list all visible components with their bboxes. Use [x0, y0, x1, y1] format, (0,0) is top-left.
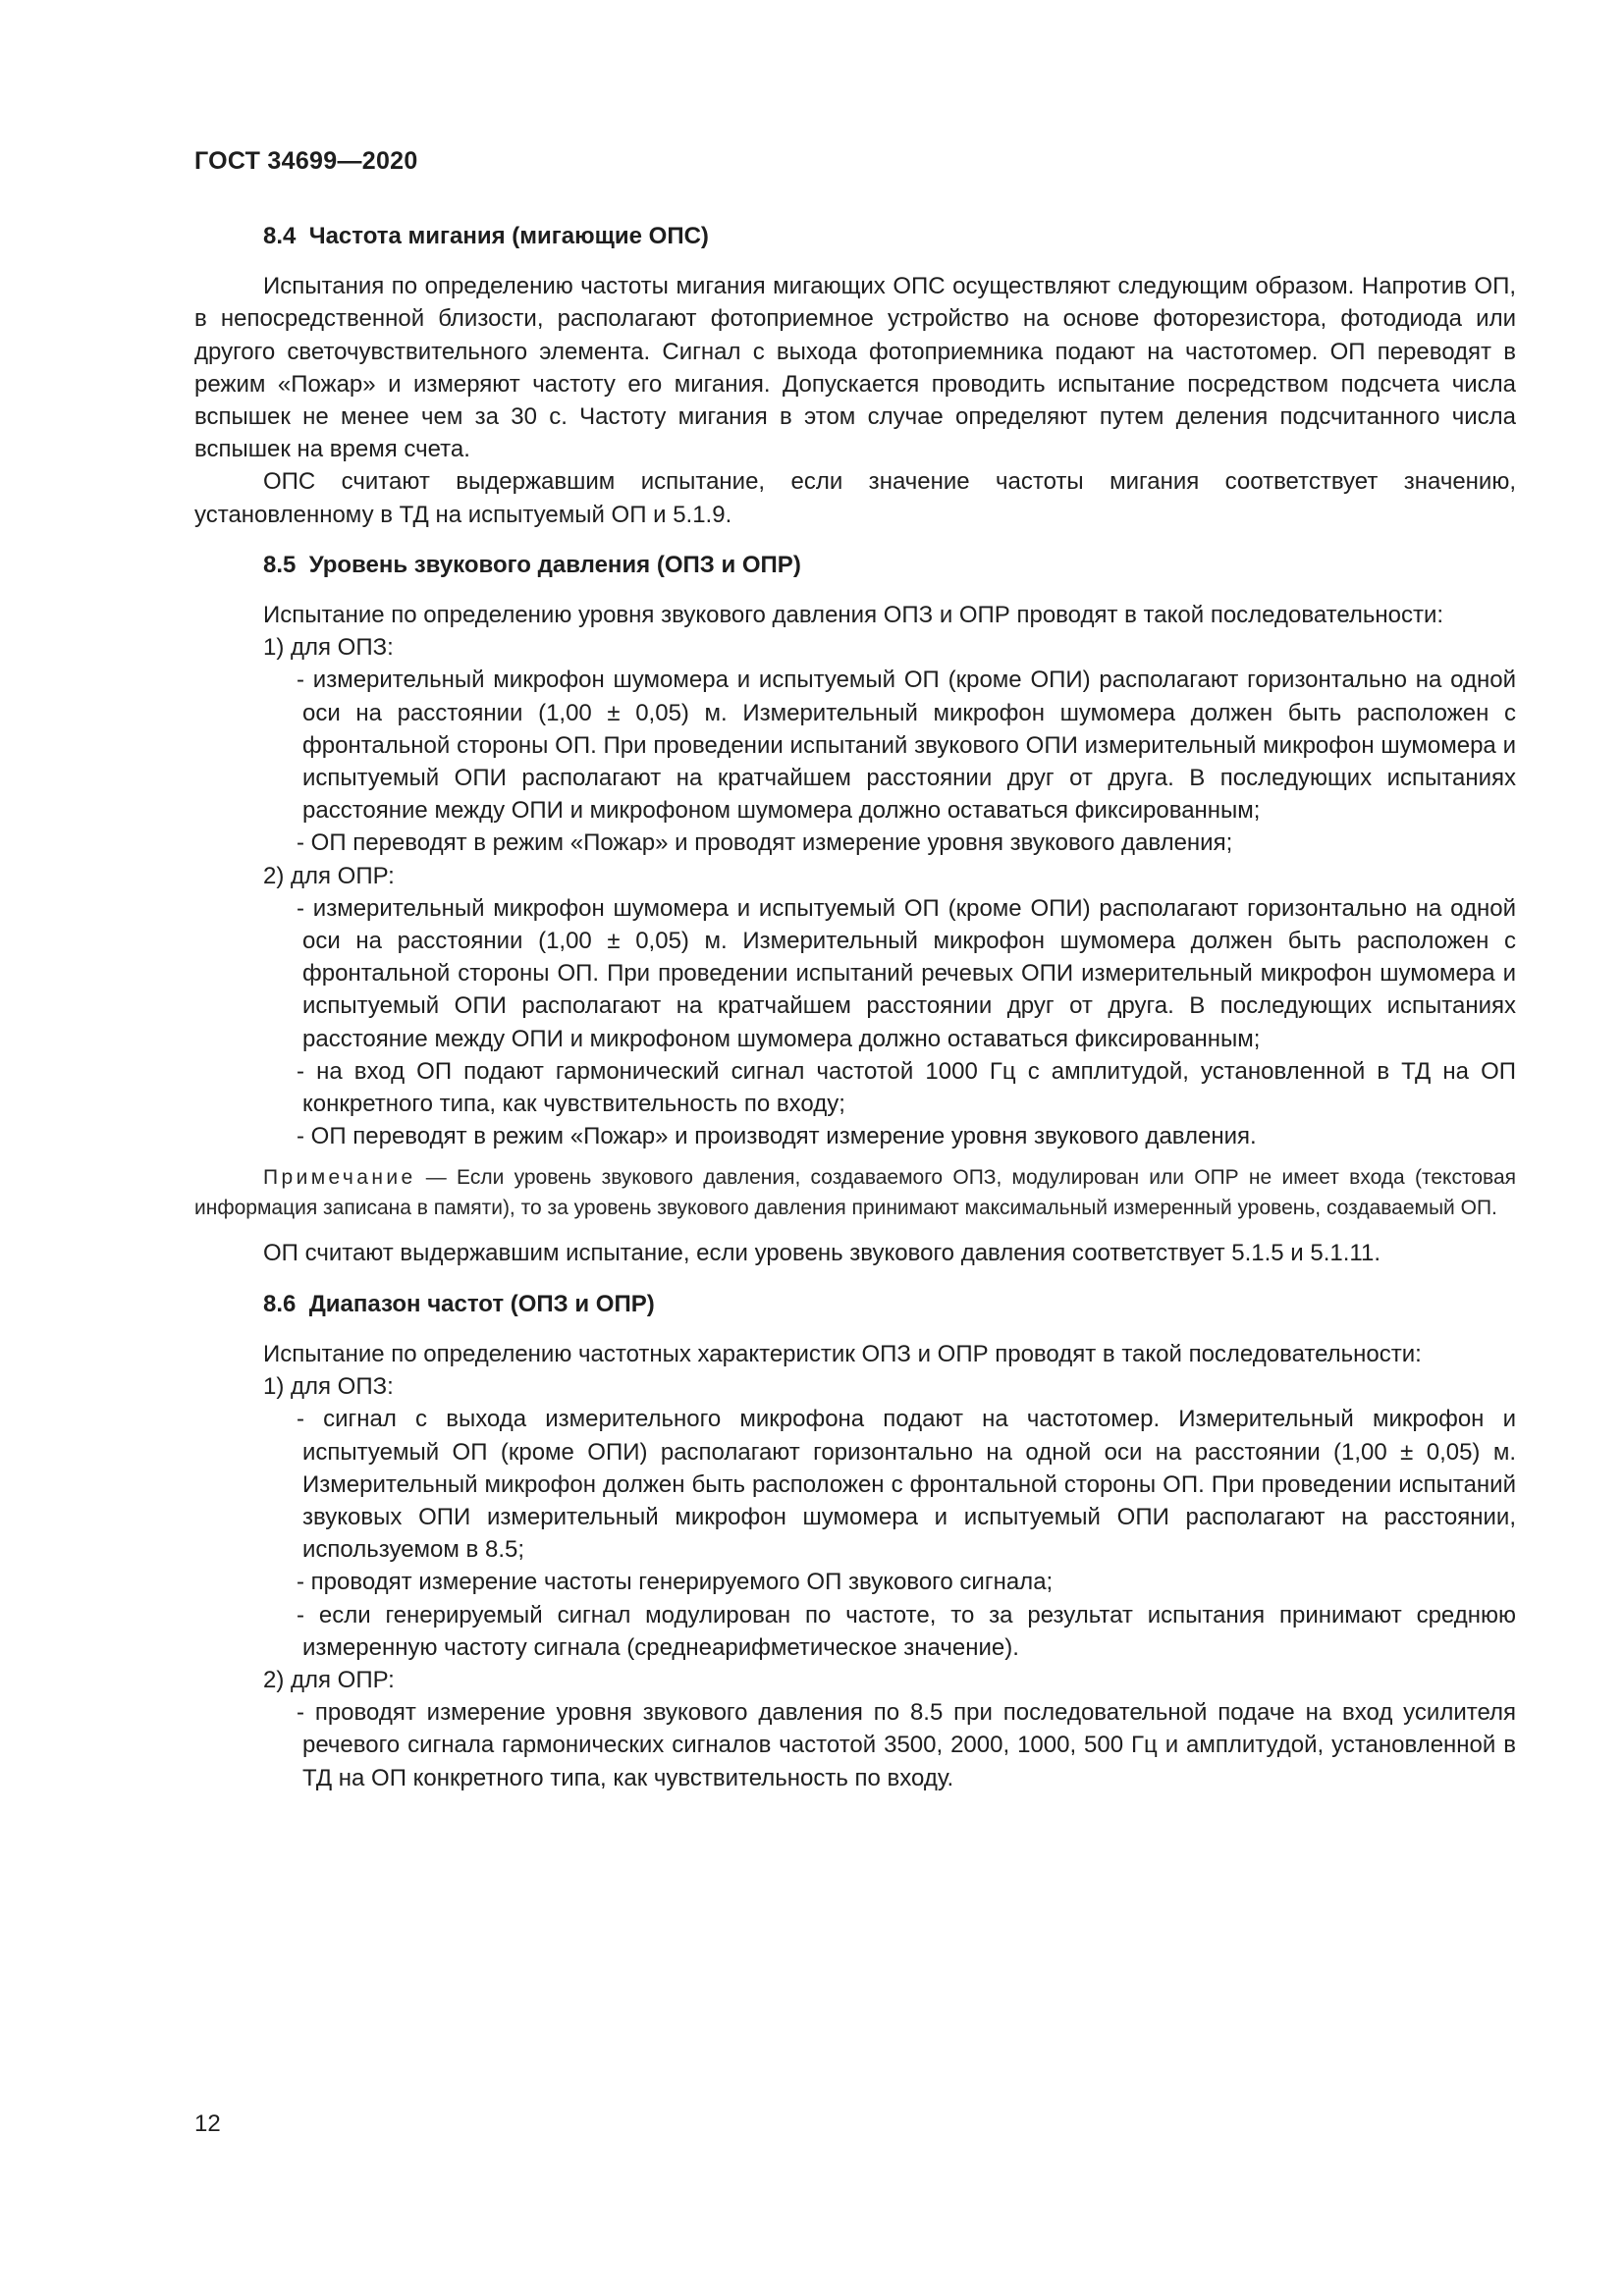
- section-8-5-conclusion: ОП считают выдержавшим испытание, если уровень звукового давления соответствует 5.1.5 и 5.1.11.: [263, 1240, 1380, 1267]
- section-8-5-item-1-dash-1: - измерительный микрофон шумомера и испытуемый ОП (кроме ОПИ) располагают горизонтально на одной оси на расстоянии (1,00 ± 0,05) м. Измерительный микрофон шумомера должен быть расположен с фронтальной стороны ОП. При проведении испытаний звукового ОПИ измерительный микрофон шумомера и испытуемый ОПИ располагают на кратчайшем расстоянии друг от друга. В последующих испытаниях расстояние между ОПИ и микрофоном шумомера должно оставаться фиксированным;: [297, 667, 1516, 825]
- section-8-5-note: [194, 1162, 1516, 1223]
- section-8-6-list-item-2: 2) для ОПР:: [263, 1666, 395, 1693]
- document-body: [194, 220, 1516, 1794]
- section-8-4-conclusion: ОПС считают выдержавшим испытание, если значение частоты мигания соответствует значению, установленному в ТД на испытуемый ОП и 5.1.9.: [194, 468, 1516, 528]
- section-8-5-heading: 8.5 Уровень звукового давления (ОПЗ и ОПР): [263, 551, 801, 578]
- section-8-5-item-2-dash-1: - измерительный микрофон шумомера и испытуемый ОП (кроме ОПИ) располагают горизонтально на одной оси на расстоянии (1,00 ± 0,05) м. Измерительный микрофон шумомера должен быть расположен с фронтальной стороны ОП. При проведении испытаний речевых ОПИ измерительный микрофон шумомера и испытуемый ОПИ располагают на кратчайшем расстоянии друг от друга. В последующих испытаниях расстояние между ОПИ и микрофоном шумомера должно оставаться фиксированным;: [297, 894, 1516, 1052]
- note-text: — Если уровень звукового давления, создаваемого ОПЗ, модулирован или ОПР не имеет входа (текстовая информация записана в памяти), то за уровень звукового давления принимают максимальный измеренный уровень, создаваемый ОП.: [194, 1166, 1516, 1220]
- section-8-4-paragraph: Испытания по определению частоты мигания мигающих ОПС осуществляют следующим образом. Напротив ОП, в непосредственной близости, располагают фотоприемное устройство на основе фоторезистора, фотодиода или другого светочувствительного элемента. Сигнал с выхода фотоприемника подают на частотомер. ОП переводят в режим «Пожар» и измеряют частоту его мигания. Допускается проводить испытание посредством подсчета числа вспышек не менее чем за 30 с. Частоту мигания в этом случае определяют путем деления подсчитанного числа вспышек на время счета.: [194, 273, 1516, 463]
- document-header: ГОСТ 34699—2020: [194, 147, 418, 175]
- section-8-5-intro: Испытание по определению уровня звукового давления ОПЗ и ОПР проводят в такой последовательности:: [263, 602, 1444, 629]
- section-8-5-item-2-dash-3: - ОП переводят в режим «Пожар» и производят измерение уровня звукового давления.: [297, 1123, 1257, 1150]
- section-8-6-item-1-dash-3: - если генерируемый сигнал модулирован по частоте, то за результат испытания принимают среднюю измеренную частоту сигнала (среднеарифметическое значение).: [297, 1601, 1516, 1661]
- section-8-6-item-1-dash-1: - сигнал с выхода измерительного микрофона подают на частотомер. Измерительный микрофон и испытуемый ОП (кроме ОПИ) располагают горизонтально на одной оси на расстоянии (1,00 ± 0,05) м. Измерительный микрофон должен быть расположен с фронтальной стороны ОП. При проведении испытаний звуковых ОПИ измерительный микрофон шумомера и испытуемый ОПИ располагают на расстоянии, используемом в 8.5;: [297, 1406, 1516, 1564]
- section-8-6-item-2-dash-1: - проводят измерение уровня звукового давления по 8.5 при последовательной подаче на вход усилителя речевого сигнала гармонических сигналов частотой 3500, 2000, 1000, 500 Гц и амплитудой, установленной в ТД на ОП конкретного типа, как чувствительность по входу.: [297, 1699, 1516, 1791]
- section-8-6-item-1-dash-2: - проводят измерение частоты генерируемого ОП звукового сигнала;: [297, 1569, 1054, 1596]
- section-8-6-intro: Испытание по определению частотных характеристик ОПЗ и ОПР проводят в такой последовательности:: [263, 1340, 1422, 1367]
- section-8-5-list-item-2: 2) для ОПР:: [263, 862, 395, 889]
- section-8-5-item-2-dash-2: - на вход ОП подают гармонический сигнал частотой 1000 Гц с амплитудой, установленной в ТД на ОП конкретного типа, как чувствительность по входу;: [297, 1057, 1516, 1118]
- section-8-6-heading: 8.6 Диапазон частот (ОПЗ и ОПР): [263, 1290, 655, 1317]
- page-number: 12: [194, 2110, 221, 2137]
- note-label: Примечание: [263, 1166, 416, 1190]
- section-8-6-list-item-1: 1) для ОПЗ:: [263, 1373, 394, 1401]
- section-8-5-item-1-dash-2: - ОП переводят в режим «Пожар» и проводят измерение уровня звукового давления;: [297, 829, 1233, 857]
- section-8-5-list-item-1: 1) для ОПЗ:: [263, 634, 394, 662]
- section-8-4-heading: 8.4 Частота мигания (мигающие ОПС): [263, 223, 709, 249]
